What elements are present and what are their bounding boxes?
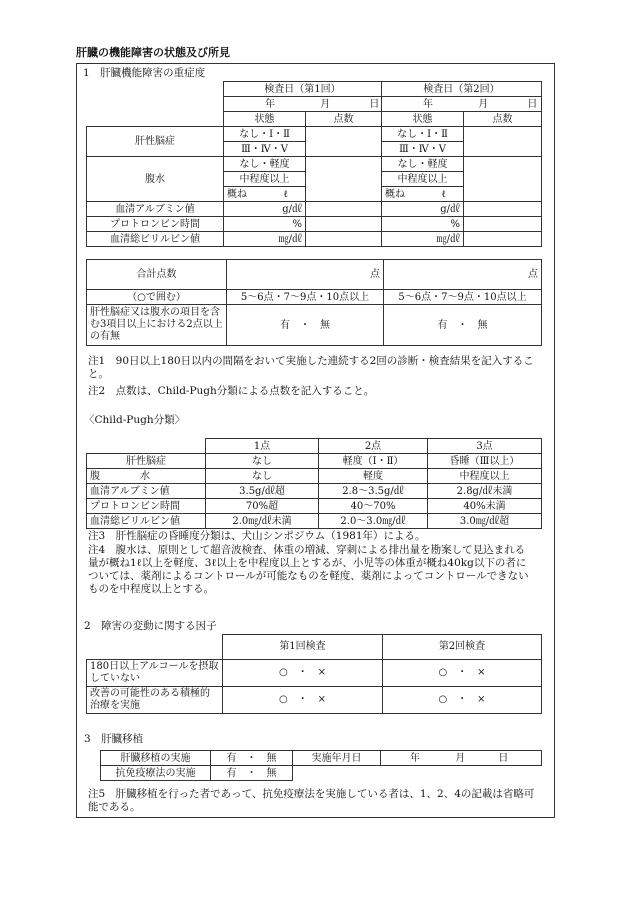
transplant-choice[interactable]: 有 ・ 無 <box>211 751 293 766</box>
cp-col-3: 3点 <box>428 439 542 454</box>
bilirubin-points-1[interactable] <box>306 232 382 247</box>
encephalopathy-opt1-1: なし・Ⅰ・Ⅱ <box>224 127 306 142</box>
bilirubin-label: 血清総ビリルビン値 <box>87 232 224 247</box>
ascites-label: 腹水 <box>87 157 224 202</box>
range-choice-2[interactable]: 5〜6点・7〜9点・10点以上 <box>384 290 542 305</box>
exam1-header: 検査日（第1回） <box>224 82 382 97</box>
cp-cell: 2.0〜3.0㎎/㎗ <box>319 514 428 529</box>
immuno-label: 抗免疫療法の実施 <box>101 766 211 781</box>
alcohol-choice-2[interactable]: ○ ・ × <box>383 659 542 686</box>
albumin-points-2[interactable] <box>464 202 542 217</box>
state-header-1: 状態 <box>224 112 306 127</box>
cp-cell: 3.5g/㎗超 <box>206 484 319 499</box>
albumin-value-2[interactable]: g/㎗ <box>382 202 464 217</box>
cp-cell: 3.0㎎/㎗超 <box>428 514 542 529</box>
cp-cell: 40%未満 <box>428 499 542 514</box>
prothrombin-points-2[interactable] <box>464 217 542 232</box>
circle-label: （○で囲む） <box>87 290 227 305</box>
transplant-date-label: 実施年月日 <box>293 751 381 766</box>
treatment-label: 改善の可能性のある積極的治療を実施 <box>87 686 223 713</box>
cp-cell: 2.0㎎/㎗未満 <box>206 514 319 529</box>
note-3: 注3 肝性脳症の昏睡度分類は、犬山シンポジウム（1981年）による。 <box>88 530 426 542</box>
factor-col-2: 第2回検査 <box>383 635 542 660</box>
note-1: 注1 90日以上180日以内の間隔をおいて実施した連続する2回の診断・検査結果を記入すること。 <box>88 355 534 380</box>
ascites-opt2-1: 中程度以上 <box>224 172 306 187</box>
encephalopathy-points-2[interactable] <box>464 127 542 157</box>
albumin-value-1[interactable]: g/㎗ <box>224 202 306 217</box>
range-choice-1[interactable]: 5〜6点・7〜9点・10点以上 <box>227 290 384 305</box>
albumin-points-1[interactable] <box>306 202 382 217</box>
total-points-1[interactable]: 点 <box>227 260 384 290</box>
ascites-points-1[interactable] <box>306 157 382 202</box>
cp-row-label: 腹 水 <box>87 469 206 484</box>
bilirubin-points-2[interactable] <box>464 232 542 247</box>
severity-table <box>86 81 542 247</box>
transplant-label: 肝臓移植の実施 <box>101 751 211 766</box>
prothrombin-value-1[interactable]: % <box>224 217 306 232</box>
cp-row-label: 血清アルブミン値 <box>87 484 206 499</box>
childpugh-heading: 〈Child-Pugh分類〉 <box>84 414 186 426</box>
factor-col-1: 第1回検査 <box>223 635 383 660</box>
cp-cell: 中程度以上 <box>428 469 542 484</box>
three-items-choice-2[interactable]: 有 ・ 無 <box>384 305 542 346</box>
three-items-choice-1[interactable]: 有 ・ 無 <box>227 305 384 346</box>
note-4: 注4 腹水は、原則として超音波検査、体重の増減、穿刺による排出量を勘案して見込まれる量が概ね1ℓ以上を軽度、3ℓ以上を中程度以上とするが、小児等の体重が概ね40kg以下の者については、薬剤によるコントロールが可能なものを軽度、薬剤によってコントロールできないものを中程度以上とする。 <box>88 544 529 595</box>
cp-row-label: プロトロンビン時間 <box>87 499 206 514</box>
total-label: 合計点数 <box>87 260 227 290</box>
cp-cell: なし <box>206 469 319 484</box>
immuno-choice[interactable]: 有 ・ 無 <box>211 766 293 781</box>
section1-heading: 1 肝臓機能障害の重症度 <box>83 67 206 79</box>
cp-cell: 軽度（Ⅰ・Ⅱ） <box>319 454 428 469</box>
encephalopathy-label: 肝性脳症 <box>87 127 224 157</box>
total-points-2[interactable]: 点 <box>384 260 542 290</box>
alcohol-label: 180日以上アルコールを摂取していない <box>87 659 223 686</box>
note-2: 注2 点数は、Child-Pugh分類による点数を記入すること。 <box>88 385 375 397</box>
ascites-opt1-1: なし・軽度 <box>224 157 306 172</box>
page-title: 肝臓の機能障害の状態及び所見 <box>76 46 230 59</box>
cp-cell: なし <box>206 454 319 469</box>
cp-col-2: 2点 <box>319 439 428 454</box>
encephalopathy-opt1-2: なし・Ⅰ・Ⅱ <box>382 127 464 142</box>
transplant-table <box>100 750 542 781</box>
ascites-opt1-2: なし・軽度 <box>382 157 464 172</box>
cp-cell: 40〜70% <box>319 499 428 514</box>
alcohol-choice-1[interactable]: ○ ・ × <box>223 659 383 686</box>
points-header-2: 点数 <box>464 112 542 127</box>
transplant-date-field[interactable]: 年 月 日 <box>381 751 542 766</box>
cp-cell: 70%超 <box>206 499 319 514</box>
encephalopathy-opt2-2: Ⅲ・Ⅳ・Ⅴ <box>382 142 464 157</box>
exam1-date-field[interactable]: 年 月 日 <box>224 97 382 112</box>
cp-cell: 2.8g/㎗未満 <box>428 484 542 499</box>
prothrombin-value-2[interactable]: % <box>382 217 464 232</box>
bilirubin-value-1[interactable]: ㎎/㎗ <box>224 232 306 247</box>
ascites-volume-1[interactable]: 概ね ℓ <box>224 187 306 202</box>
section2-heading: 2 障害の変動に関する因子 <box>84 620 217 632</box>
exam2-header: 検査日（第2回） <box>382 82 542 97</box>
treatment-choice-1[interactable]: ○ ・ × <box>223 686 383 713</box>
cp-col-1: 1点 <box>206 439 319 454</box>
state-header-2: 状態 <box>382 112 464 127</box>
treatment-choice-2[interactable]: ○ ・ × <box>383 686 542 713</box>
cp-row-label: 肝性脳症 <box>87 454 206 469</box>
totals-table <box>86 259 542 346</box>
ascites-volume-2[interactable]: 概ね ℓ <box>382 187 464 202</box>
ascites-points-2[interactable] <box>464 157 542 202</box>
prothrombin-points-1[interactable] <box>306 217 382 232</box>
childpugh-table <box>86 438 542 529</box>
exam2-date-field[interactable]: 年 月 日 <box>382 97 542 112</box>
factors-table <box>86 634 542 714</box>
three-items-label: 肝性脳症又は腹水の項目を含む3項目以上における2点以上の有無 <box>87 305 227 346</box>
albumin-label: 血清アルブミン値 <box>87 202 224 217</box>
encephalopathy-opt2-1: Ⅲ・Ⅳ・Ⅴ <box>224 142 306 157</box>
points-header-1: 点数 <box>306 112 382 127</box>
bilirubin-value-2[interactable]: ㎎/㎗ <box>382 232 464 247</box>
cp-cell: 昏睡（Ⅲ以上） <box>428 454 542 469</box>
ascites-opt2-2: 中程度以上 <box>382 172 464 187</box>
prothrombin-label: プロトロンビン時間 <box>87 217 224 232</box>
note-5: 注5 肝臓移植を行った者であって、抗免疫療法を実施している者は、1、2、4の記載は省略可能である。 <box>88 788 535 813</box>
section3-heading: 3 肝臓移植 <box>84 733 144 745</box>
cp-row-label: 血清総ビリルビン値 <box>87 514 206 529</box>
encephalopathy-points-1[interactable] <box>306 127 382 157</box>
cp-cell: 軽度 <box>319 469 428 484</box>
cp-cell: 2.8〜3.5g/㎗ <box>319 484 428 499</box>
